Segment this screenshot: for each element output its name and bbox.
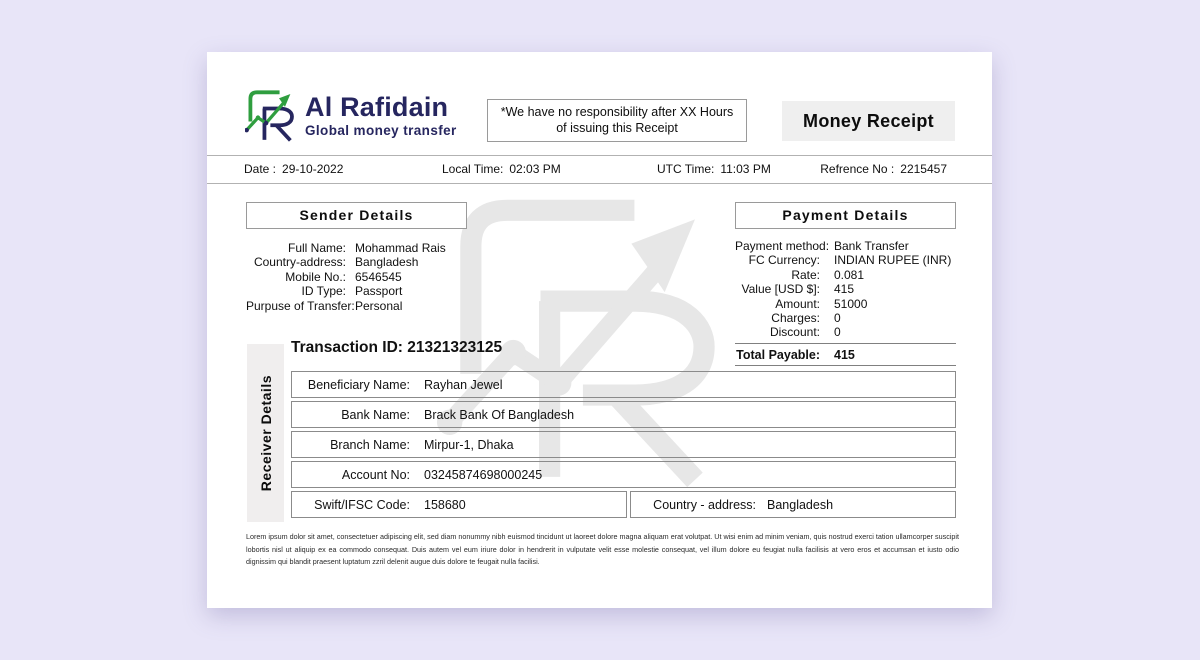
utc-time-label: UTC Time: [657, 162, 715, 176]
local-time-value: 02:03 PM [509, 162, 561, 176]
table-row [291, 401, 956, 428]
payment-field-row [735, 253, 956, 267]
field-label: Amount: [775, 296, 820, 311]
field-value: INDIAN RUPEE (INR) [834, 253, 952, 268]
sender-field-row [246, 255, 446, 269]
field-value: 0 [834, 311, 841, 326]
row-label: Beneficiary Name: [307, 377, 410, 392]
total-label: Total Payable: [736, 348, 820, 362]
row-label: Bank Name: [341, 407, 410, 422]
table-row [291, 431, 956, 458]
sender-details-title: Sender Details [246, 202, 467, 229]
total-value: 415 [834, 348, 855, 362]
payment-field-row [735, 311, 956, 325]
row-label: Branch Name: [330, 437, 410, 452]
row-value: Mirpur-1, Dhaka [424, 437, 514, 452]
utc-time-value: 11:03 PM [720, 162, 771, 176]
payment-details-title: Payment Details [735, 202, 956, 229]
brand-name: Al Rafidain [305, 92, 449, 122]
row-value: Rayhan Jewel [424, 377, 503, 392]
field-value: Personal [355, 298, 403, 313]
sender-field-row [246, 241, 446, 255]
total-divider-bottom [735, 365, 956, 366]
table-row [291, 371, 956, 398]
row-value: Brack Bank Of Bangladesh [424, 407, 575, 422]
payment-field-row [735, 325, 956, 339]
payment-field-row [735, 268, 956, 282]
local-time-label: Local Time: [442, 162, 504, 176]
row-label: Account No: [341, 467, 410, 482]
meta-strip [207, 155, 992, 184]
sender-fields [246, 241, 446, 313]
utc-time-field [657, 156, 771, 183]
money-receipt-card [207, 52, 992, 608]
field-value: Bank Transfer [834, 239, 909, 253]
transaction-id-label: Transaction ID: [291, 339, 403, 356]
field-value: 415 [834, 282, 855, 297]
field-label: ID Type: [301, 284, 346, 299]
transaction-id-value: 21321323125 [407, 339, 503, 356]
field-label: Purpuse of Transfer: [246, 298, 355, 313]
fineprint-text: Lorem ipsum dolor sit amet, consectetuer adipiscing elit, sed diam nonummy nibh euismod tincidunt ut laoreet dolore magna aliquam erat volutpat. Ut wisi enim ad minim veniam, quis nostrud exerci tation ullamcorper suscipit lobortis nisl ut aliquip ex ea commodo consequat. Duis autem vel eum iriure dolor in hendrerit in vulputate velit esse molestie consequat, vel illum dolore eu feugiat nulla facilisis at vero eros et accumsan et iusto odio dignissim qui blandit praesent luptatum zzril delenit augue duis dolore te feugait nulla facilisi. [246, 532, 959, 567]
field-value: 6546545 [355, 269, 402, 284]
reference-label: Refrence No : [820, 162, 895, 176]
total-payable-row [735, 348, 956, 362]
transaction-id [291, 339, 502, 357]
field-label: Rate: [791, 267, 820, 282]
field-label: Charges: [771, 311, 820, 326]
field-value: Bangladesh [355, 255, 419, 270]
date-label: Date : [244, 162, 277, 176]
payment-field-row [735, 282, 956, 296]
row-value: 03245874698000245 [424, 467, 543, 482]
field-label: Mobile No.: [285, 269, 346, 284]
brand-logo-icon [245, 86, 299, 144]
local-time-field [442, 156, 561, 183]
sender-field-row [246, 284, 446, 298]
payment-fields [735, 239, 956, 340]
field-value: 51000 [834, 296, 868, 311]
field-label: FC Currency: [748, 253, 820, 268]
field-value: Mohammad Rais [355, 241, 446, 255]
field-label: Country-address: [253, 255, 346, 270]
row-value: Bangladesh [767, 497, 834, 512]
sender-field-row [246, 299, 446, 313]
date-field [244, 156, 343, 183]
field-label: Discount: [769, 325, 820, 340]
brand-tagline: Global money transfer [305, 123, 457, 138]
payment-field-row [735, 297, 956, 311]
receiver-details-tab-label: Receiver Details [257, 374, 274, 492]
total-divider-top [735, 343, 956, 344]
reference-value: 2215457 [900, 162, 947, 176]
reference-field [820, 156, 947, 183]
table-row [291, 461, 956, 488]
field-value: 0.081 [834, 267, 865, 282]
field-value: 0 [834, 325, 841, 340]
sender-field-row [246, 270, 446, 284]
notice-line-2: of issuing this Receipt [556, 120, 678, 135]
payment-field-row [735, 239, 956, 253]
table-row-split [291, 491, 956, 518]
receiver-table [291, 371, 956, 518]
row-label: Swift/IFSC Code: [314, 497, 410, 512]
field-label: Value [USD $]: [741, 282, 820, 297]
field-value: Passport [355, 284, 403, 299]
row-label: Country - address: [653, 497, 756, 512]
notice-line-1: *We have no responsibility after XX Hours [500, 105, 734, 119]
page-title: Money Receipt [782, 101, 955, 141]
brand-lockup [305, 92, 457, 138]
field-label: Payment method: [735, 239, 830, 253]
row-value: 158680 [424, 497, 466, 512]
field-label: Full Name: [287, 241, 346, 255]
receiver-details-tab [247, 344, 284, 522]
responsibility-notice [487, 99, 747, 142]
date-value: 29-10-2022 [282, 162, 344, 176]
country-cell [630, 491, 956, 518]
swift-cell [291, 491, 627, 518]
